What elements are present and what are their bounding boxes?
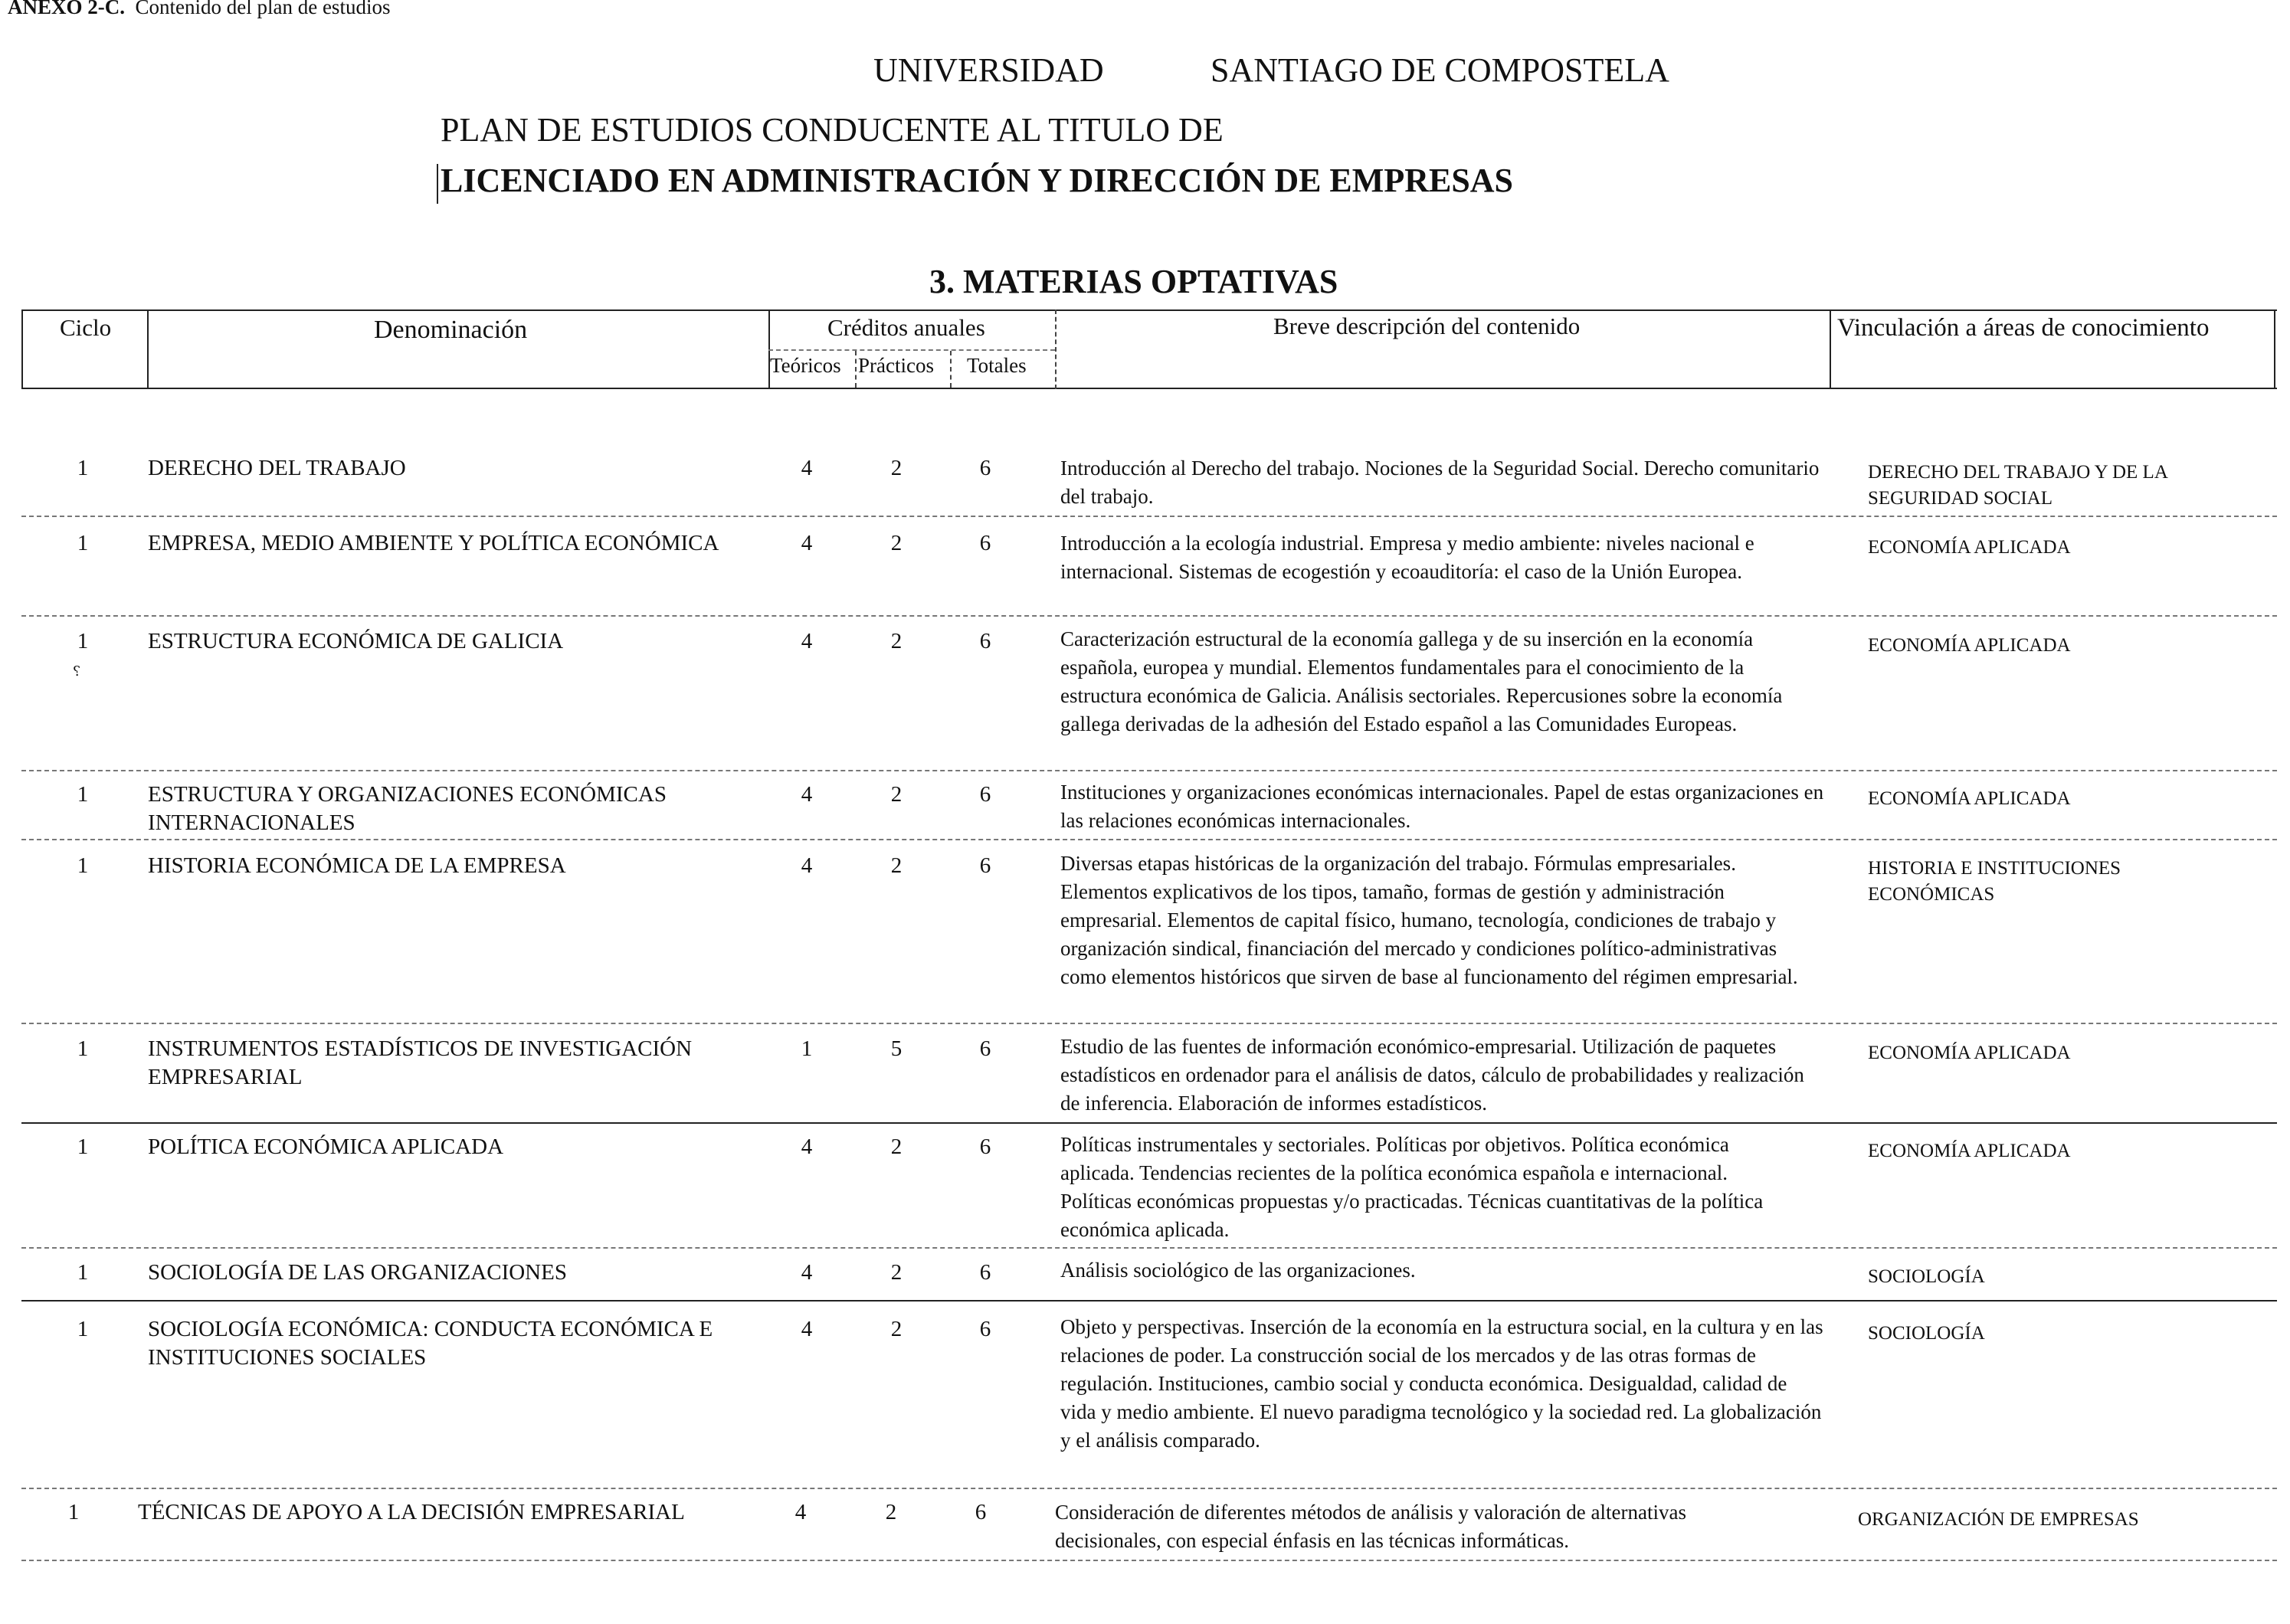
header-descripcion: Breve descripción del contenido [1273, 313, 1581, 339]
row-description: Caracterización estructural de la economía gallega y de su inserción en la economía española, europea y mundial. Elementos fundamentales para el conocimiento de la estructura económica de Galicia. Análisis sectoriales. Repercusiones sobre la economía gallega derivadas de la adhesión del Estado español a las Comunidades Europeas. [1060, 627, 1783, 735]
header-ciclo: Ciclo [60, 314, 112, 341]
row-practicos: 2 [890, 853, 903, 878]
row-teoricos: 4 [801, 531, 813, 555]
row-practicos: 2 [885, 1500, 897, 1524]
row-name: ESTRUCTURA Y ORGANIZACIONES ECONÓMICAS INTERNACIONALES [148, 782, 667, 835]
row-name: SOCIOLOGÍA ECONÓMICA: CONDUCTA ECONÓMICA E INSTITUCIONES SOCIALES [148, 1317, 713, 1370]
row-totales: 6 [979, 1260, 991, 1285]
row-ciclo: 1 [77, 1317, 89, 1341]
row-teoricos: 4 [801, 1317, 813, 1341]
row-teoricos: 4 [801, 853, 813, 878]
row-practicos: 2 [890, 1260, 903, 1285]
row-area: ECONOMÍA APLICADA [1868, 1141, 2071, 1161]
header-teoricos: Teóricos [770, 354, 841, 377]
header-left-border [21, 309, 23, 389]
row-name: HISTORIA ECONÓMICA DE LA EMPRESA [148, 853, 566, 878]
row-divider [21, 839, 2277, 840]
row-area: ECONOMÍA APLICADA [1868, 788, 2071, 809]
university-label: UNIVERSIDAD [873, 51, 1104, 89]
row-ciclo: 1 [77, 782, 89, 807]
credits-subdivider [950, 351, 952, 388]
row-practicos: 5 [890, 1036, 903, 1061]
row-description: Políticas instrumentales y sectoriales. Políticas por objetivos. Política económica aplicada. Tendencias recientes de la política económica española e internacional. Políticas económicas propuestas y/o practicadas. Técnicas cuantitativas de la política económica aplicada. [1060, 1133, 1764, 1241]
row-name: POLÍTICA ECONÓMICA APLICADA [148, 1135, 504, 1159]
row-teoricos: 1 [801, 1036, 813, 1061]
header-denominacion: Denominación [374, 316, 528, 344]
row-description: Objeto y perspectivas. Inserción de la economía en la estructura social, en la cultura y en las relaciones de poder. La construcción social de los mercados y de las otras formas de regulación. Instituciones, cambio social y conducta económica. Desigualdad, calidad de vida y medio ambiente. El nuevo paradigma tecnológico y la sociedad red. La globalización y el análisis comparado. [1060, 1315, 1823, 1452]
annex-label: ANEXO 2-C. [8, 0, 125, 18]
row-ciclo: 1 [77, 853, 89, 878]
header-creditos: Créditos anuales [827, 314, 985, 341]
row-totales: 6 [979, 456, 991, 480]
row-divider [21, 1122, 2277, 1124]
plan-heading: PLAN DE ESTUDIOS CONDUCENTE AL TITULO DE [441, 111, 1224, 149]
row-name: SOCIOLOGÍA DE LAS ORGANIZACIONES [148, 1260, 567, 1285]
row-divider [21, 1560, 2277, 1561]
row-divider [21, 1247, 2277, 1249]
margin-bar [437, 164, 438, 204]
row-area: DERECHO DEL TRABAJO Y DE LA SEGURIDAD SOCIAL [1868, 462, 2167, 509]
margin-mark: ⸮ [73, 663, 80, 679]
row-teoricos: 4 [801, 456, 813, 480]
header-bottom-rule [21, 388, 2277, 389]
degree-title: LICENCIADO EN ADMINISTRACIÓN Y DIRECCIÓN DE EMPRESAS [441, 162, 1514, 199]
row-practicos: 2 [890, 1317, 903, 1341]
row-teoricos: 4 [794, 1500, 807, 1524]
row-practicos: 2 [890, 782, 903, 807]
credits-subdivider [855, 351, 857, 388]
row-description: Instituciones y organizaciones económicas internacionales. Papel de estas organizaciones en las relaciones económicas internacionales. [1060, 781, 1824, 832]
row-ciclo: 1 [77, 531, 89, 555]
row-totales: 6 [979, 531, 991, 555]
row-description: Diversas etapas históricas de la organización del trabajo. Fórmulas empresariales. Elementos explicativos de los tipos, tamaño, formas de gestión y administración empresarial. Elementos de capital físico, humano, tecnología, condiciones de trabajo y organización sindical, financiación del mercado y condiciones político-administrativas como elementos históricos que sirven de base al funcionamento del régimen empresarial. [1060, 852, 1798, 988]
row-teoricos: 4 [801, 1260, 813, 1285]
credits-subheader-rule [768, 349, 1055, 351]
row-name: DERECHO DEL TRABAJO [148, 456, 406, 480]
row-divider [21, 1023, 2277, 1024]
row-name: EMPRESA, MEDIO AMBIENTE Y POLÍTICA ECONÓMICA [148, 531, 719, 555]
annex-title: Contenido del plan de estudios [135, 0, 391, 18]
row-teoricos: 4 [801, 1135, 813, 1159]
row-totales: 6 [979, 782, 991, 807]
row-description: Consideración de diferentes métodos de análisis y valoración de alternativas decisionales, con especial énfasis en las técnicas informáticas. [1055, 1501, 1686, 1552]
row-totales: 6 [979, 1135, 991, 1159]
row-name: TÉCNICAS DE APOYO A LA DECISIÓN EMPRESARIAL [138, 1500, 685, 1524]
header-right-border [2274, 309, 2275, 389]
header-divider [1055, 309, 1057, 389]
row-totales: 6 [979, 853, 991, 878]
row-ciclo: 1 [77, 629, 89, 653]
row-area: SOCIOLOGÍA [1868, 1323, 1985, 1344]
row-totales: 6 [979, 1317, 991, 1341]
row-description: Introducción a la ecología industrial. Empresa y medio ambiente: niveles nacional e internacional. Sistemas de ecogestión y ecoauditoría: el caso de la Unión Europea. [1060, 532, 1754, 583]
row-practicos: 2 [890, 629, 903, 653]
row-practicos: 2 [890, 531, 903, 555]
row-ciclo: 1 [77, 1260, 89, 1285]
row-area: ECONOMÍA APLICADA [1868, 1043, 2071, 1063]
row-area: ECONOMÍA APLICADA [1868, 635, 2071, 656]
header-practicos: Prácticos [858, 354, 934, 377]
row-divider [21, 770, 2277, 771]
row-ciclo: 1 [77, 1036, 89, 1061]
row-divider [21, 516, 2277, 517]
annex-header [8, 0, 390, 19]
row-description: Análisis sociológico de las organizaciones. [1060, 1259, 1416, 1282]
row-divider [21, 1488, 2277, 1489]
row-area: SOCIOLOGÍA [1868, 1266, 1985, 1287]
row-totales: 6 [979, 1036, 991, 1061]
row-description: Introducción al Derecho del trabajo. Nociones de la Seguridad Social. Derecho comunitario del trabajo. [1060, 457, 1820, 508]
row-practicos: 2 [890, 1135, 903, 1159]
row-ciclo: 1 [67, 1500, 80, 1524]
row-name: ESTRUCTURA ECONÓMICA DE GALICIA [148, 629, 564, 653]
row-area: ECONOMÍA APLICADA [1868, 537, 2071, 558]
header-vinculacion: Vinculación a áreas de conocimiento [1837, 314, 2210, 342]
row-divider [21, 1300, 2277, 1301]
row-teoricos: 4 [801, 629, 813, 653]
university-name: SANTIAGO DE COMPOSTELA [1211, 51, 1669, 89]
row-teoricos: 4 [801, 782, 813, 807]
header-divider [1830, 309, 1831, 389]
row-description: Estudio de las fuentes de información económico-empresarial. Utilización de paquetes estadísticos en ordenador para el análisis de datos, cálculo de probabilidades y realización de inferencia. Elaboración de informes estadísticos. [1060, 1035, 1804, 1115]
row-divider [21, 615, 2277, 617]
row-ciclo: 1 [77, 456, 89, 480]
row-area: ORGANIZACIÓN DE EMPRESAS [1858, 1509, 2139, 1530]
row-area: HISTORIA E INSTITUCIONES ECONÓMICAS [1868, 858, 2121, 905]
row-totales: 6 [975, 1500, 987, 1524]
section-title: 3. MATERIAS OPTATIVAS [929, 263, 1338, 300]
header-totales: Totales [967, 354, 1027, 377]
header-divider [147, 309, 149, 389]
header-top-rule [21, 309, 2277, 311]
row-ciclo: 1 [77, 1135, 89, 1159]
row-practicos: 2 [890, 456, 903, 480]
row-totales: 6 [979, 629, 991, 653]
row-name: INSTRUMENTOS ESTADÍSTICOS DE INVESTIGACIÓN EMPRESARIAL [148, 1036, 693, 1089]
